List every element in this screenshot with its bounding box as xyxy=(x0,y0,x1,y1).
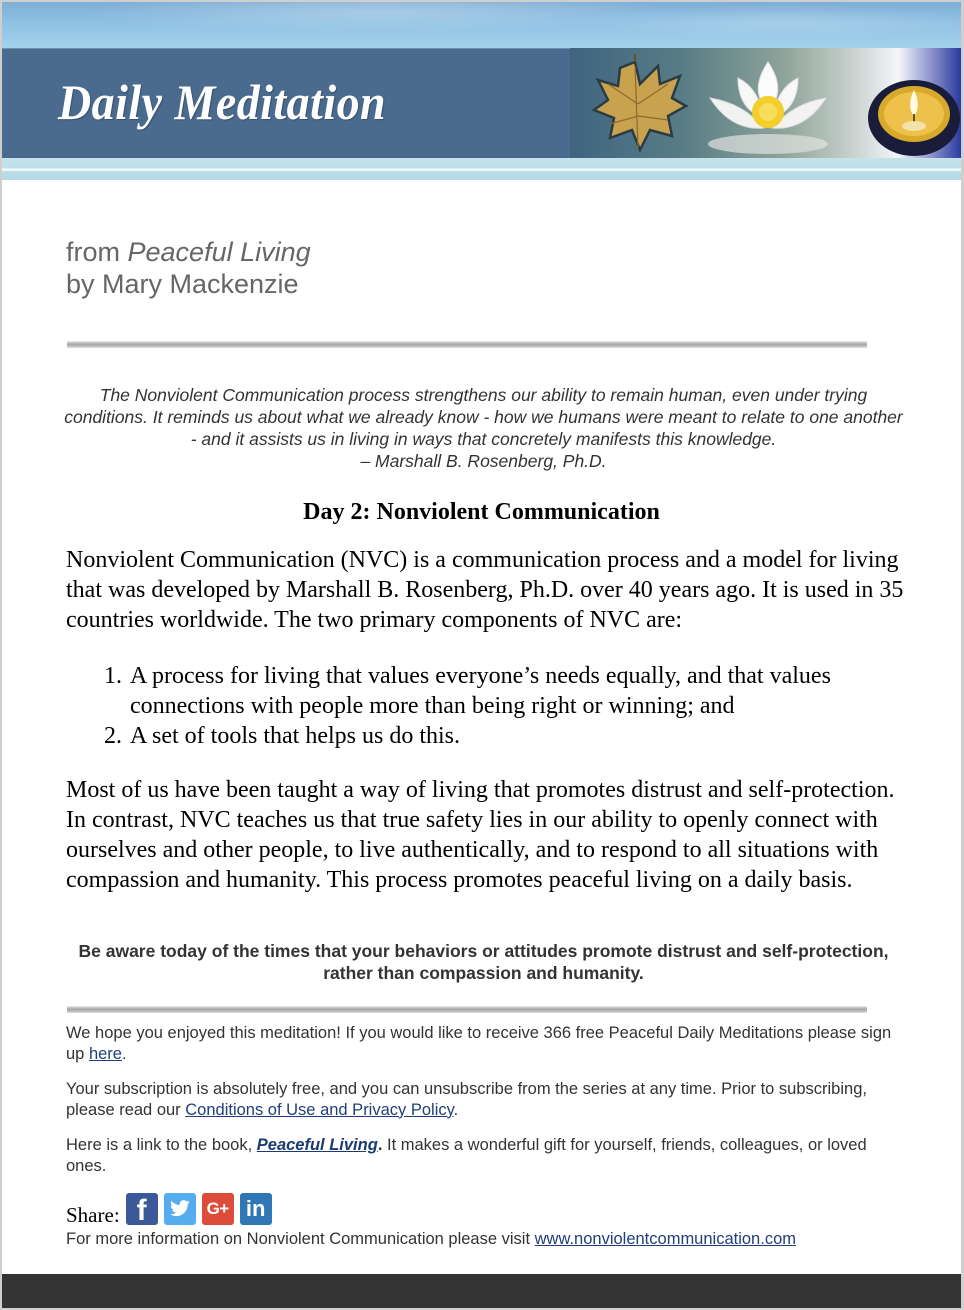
share-label: Share: xyxy=(66,1203,120,1227)
list-item-text: A process for living that values everyone’s needs equally, and that values connections with people more than being right or winning; and xyxy=(130,663,831,719)
components-list xyxy=(66,661,906,751)
facebook-share-button[interactable] xyxy=(126,1193,158,1225)
twitter-share-button[interactable] xyxy=(164,1193,196,1225)
google-plus-share-button[interactable] xyxy=(202,1193,234,1225)
book-source: from Peaceful Living xyxy=(66,237,311,267)
article-title: Day 2: Nonviolent Communication xyxy=(303,499,660,525)
list-item-text: A set of tools that helps us do this. xyxy=(130,723,460,749)
quote xyxy=(62,384,905,472)
candle-icon xyxy=(862,68,961,158)
facebook-icon: f xyxy=(136,1194,147,1227)
banner-title: Daily Meditation xyxy=(58,74,387,130)
header-banner xyxy=(2,2,961,178)
signup-link[interactable]: here xyxy=(88,1044,122,1063)
linkedin-share-button[interactable] xyxy=(240,1193,272,1225)
article-paragraph: Nonviolent Communication (NVC) is a communication process and a model for living that was developed by Marshall B. Rosenberg, Ph.D. over 40 years ago. It is used in 35 countries worldwide. The two primary components of NVC are: xyxy=(66,547,904,633)
email-page xyxy=(2,2,961,1308)
list-number: 2. xyxy=(104,723,122,749)
share-bar xyxy=(66,1191,278,1225)
banner-artwork xyxy=(570,48,961,158)
footer-bar xyxy=(2,1274,961,1308)
divider xyxy=(67,341,867,348)
list-item xyxy=(66,661,906,721)
quote-text: The Nonviolent Communication process strengthens our ability to remain human, even under trying conditions. It reminds us about what we already know - how we humans were meant to relate to one another - and it assists us in living in ways that concretely manifests this knowledge. xyxy=(64,385,903,449)
autumn-leaf-icon xyxy=(580,54,690,154)
list-number: 1. xyxy=(104,663,122,689)
google-plus-icon: G+ xyxy=(206,1199,229,1218)
article-paragraph: Most of us have been taught a way of living that promotes distrust and self-protection. In contrast, NVC teaches us that true safety lies in our ability to openly connect with ourselves and other people, to live authentically, and to respond to all situations with compassion and humanity. This process promotes peaceful living on a daily basis. xyxy=(66,777,895,893)
subscription-note: Your subscription is absolutely free, and you can unsubscribe from the series at any time. Prior to subscribing, please read our Conditions of Use and Privacy Policy. xyxy=(66,1080,867,1119)
banner-sky xyxy=(2,2,961,48)
website-link[interactable]: www.nonviolentcommunication.com xyxy=(534,1230,796,1248)
divider xyxy=(67,1006,867,1013)
author: by Mary Mackenzie xyxy=(66,269,299,299)
linkedin-icon: in xyxy=(245,1196,266,1221)
book-link[interactable]: Peaceful Living xyxy=(256,1136,378,1154)
more-info-note: For more information on Nonviolent Communication please visit www.nonviolentcommunication.com xyxy=(66,1230,796,1248)
book-note: Here is a link to the book, Peaceful Living. It makes a wonderful gift for yourself, friends, colleagues, or loved ones. xyxy=(66,1136,867,1175)
privacy-policy-link[interactable]: Conditions of Use and Privacy Policy xyxy=(185,1100,454,1119)
water-lily-icon xyxy=(698,56,838,156)
byline xyxy=(66,236,311,300)
daily-awareness: Be aware today of the times that your behaviors or attitudes promote distrust and self-protection, rather than compassion and humanity. xyxy=(78,941,889,983)
list-item xyxy=(66,721,906,751)
banner-stripe xyxy=(2,158,961,180)
signup-note: We hope you enjoyed this meditation! If you would like to receive 366 free Peaceful Daily Meditations please sign up here. xyxy=(66,1024,892,1063)
twitter-icon xyxy=(169,1200,191,1218)
quote-attribution: – Marshall B. Rosenberg, Ph.D. xyxy=(360,451,607,471)
book-title: Peaceful Living xyxy=(127,237,311,267)
